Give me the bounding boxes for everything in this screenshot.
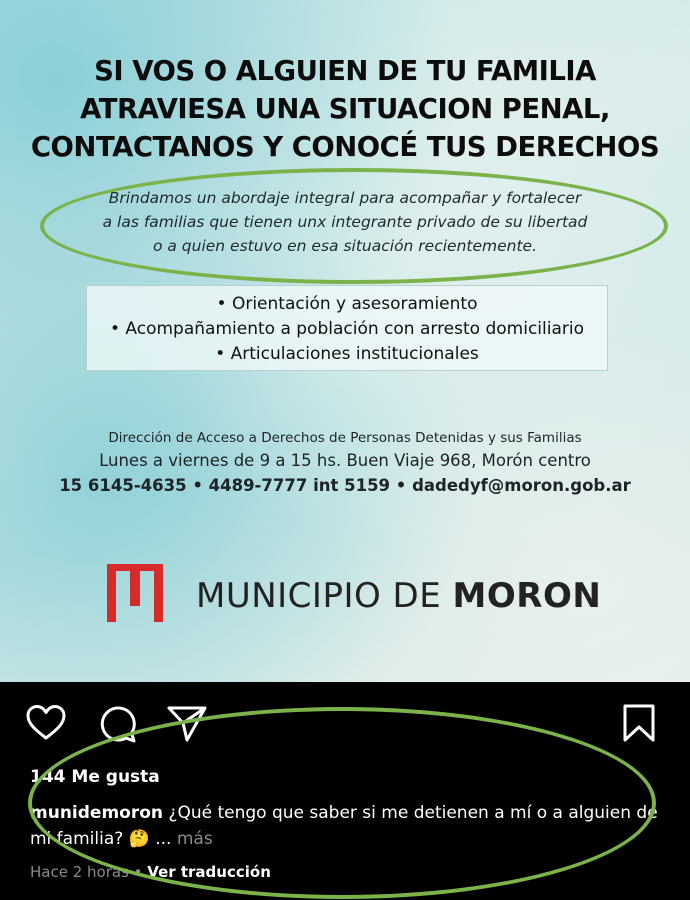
post-time: Hace 2 horas [30,863,129,881]
caption-text: ¿Qué tengo que saber si me detienen a mí o a alguien de mi familia? 🤔 ... [30,803,658,849]
service-item: • Acompañamiento a población con arresto domiciliario [109,319,584,339]
contact-phones: 15 6145-4635 • 4489-7777 int 5159 • dadedyf@moron.gob.ar [59,476,631,495]
post-intro-text: Brindamos un abordaje integral para acompañar y fortalecer a las familias que tienen unx integrante privado de su libertad o a quien estuvo en esa situación recientemente. [102,189,588,255]
municipio-logo-icon [106,563,176,623]
services-box [86,285,608,371]
contact-info [0,428,690,498]
heart-icon[interactable] [26,704,66,742]
likes-count[interactable]: 144 Me gusta [30,767,160,787]
meta-separator: • [128,863,148,881]
office-name: Dirección de Acceso a Derechos de Personas Detenidas y sus Familias [108,430,582,446]
service-item: • Orientación y asesoramiento [216,294,478,314]
brand-name: MUNICIPIO DE MORON [196,576,602,616]
highlight-ring-top [40,168,668,284]
service-item: • Articulaciones institucionales [215,344,479,364]
bookmark-icon[interactable] [622,703,656,743]
caption-username[interactable]: munidemoron [30,803,164,823]
office-hours: Lunes a viernes de 9 a 15 hs. Buen Viaje 968, Morón centro [99,451,591,470]
post-headline: SI VOS O ALGUIEN DE TU FAMILIA ATRAVIESA UNA SITUACION PENAL, CONTACTANOS Y CONOCÉ TUS DERECHOS [30,55,660,163]
more-link[interactable]: más [171,829,213,849]
translate-link[interactable]: Ver traducción [147,863,271,881]
highlight-ring-bottom [28,707,656,899]
